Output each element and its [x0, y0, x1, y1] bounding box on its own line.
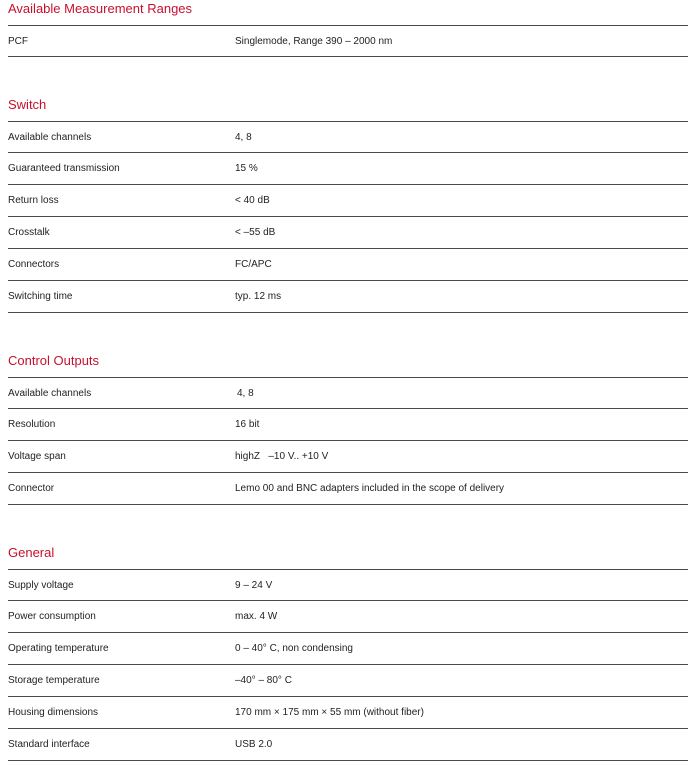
spec-value: 15 % — [235, 163, 258, 174]
spec-value: 9 – 24 V — [235, 580, 273, 591]
spec-value: typ. 12 ms — [235, 291, 282, 302]
section-title: Available Measurement Ranges — [8, 1, 193, 16]
spec-label: Storage temperature — [8, 675, 100, 686]
section-title: Switch — [8, 97, 47, 112]
table-row — [8, 249, 688, 281]
spec-table — [8, 121, 688, 313]
spec-value: < 40 dB — [235, 195, 270, 206]
spec-label: Crosstalk — [8, 227, 50, 238]
spec-value: Lemo 00 and BNC adapters included in the scope of delivery — [235, 483, 505, 494]
table-row — [8, 409, 688, 441]
spec-value: 0 – 40° C, non condensing — [235, 643, 353, 654]
spec-label: Standard interface — [8, 739, 90, 750]
spec-value: max. 4 W — [235, 611, 278, 622]
spec-value: FC/APC — [235, 259, 272, 270]
spec-table — [8, 569, 688, 761]
table-row — [8, 377, 688, 409]
spec-label: Return loss — [8, 195, 59, 206]
table-row — [8, 217, 688, 249]
table-row — [8, 153, 688, 185]
spec-value: 4, 8 — [235, 132, 252, 143]
spec-value: Singlemode, Range 390 – 2000 nm — [235, 36, 393, 47]
table-row — [8, 281, 688, 313]
spec-label: Connectors — [8, 259, 60, 270]
spec-table — [8, 25, 688, 57]
table-row — [8, 441, 688, 473]
table-row — [8, 569, 688, 601]
table-row — [8, 665, 688, 697]
table-row — [8, 473, 688, 505]
table-row — [8, 697, 688, 729]
spec-label: Available channels — [8, 388, 92, 399]
spec-value: USB 2.0 — [235, 739, 273, 750]
section-title: General — [8, 545, 55, 560]
spec-value: 4, 8 — [237, 388, 254, 399]
spec-label: Guaranteed transmission — [8, 163, 120, 174]
spec-table — [8, 377, 688, 505]
section-title: Control Outputs — [8, 353, 100, 368]
spec-value: –40° – 80° C — [235, 675, 292, 686]
spec-label: Switching time — [8, 291, 73, 302]
spec-label: PCF — [8, 36, 28, 47]
spec-value: highZ –10 V.. +10 V — [235, 451, 329, 462]
table-row — [8, 25, 688, 57]
spec-value: < –55 dB — [235, 227, 276, 238]
spec-label: Power consumption — [8, 611, 96, 622]
spec-label: Voltage span — [8, 451, 66, 462]
table-row — [8, 601, 688, 633]
spec-label: Resolution — [8, 419, 56, 430]
spec-label: Housing dimensions — [8, 707, 99, 718]
spec-label: Operating temperature — [8, 643, 109, 654]
table-row — [8, 729, 688, 761]
spec-value: 16 bit — [235, 419, 260, 430]
spec-value: 170 mm × 175 mm × 55 mm (without fiber) — [235, 707, 424, 718]
spec-label: Available channels — [8, 132, 92, 143]
table-row — [8, 633, 688, 665]
spec-label: Supply voltage — [8, 580, 74, 591]
table-row — [8, 185, 688, 217]
spec-label: Connector — [8, 483, 55, 494]
table-row — [8, 121, 688, 153]
